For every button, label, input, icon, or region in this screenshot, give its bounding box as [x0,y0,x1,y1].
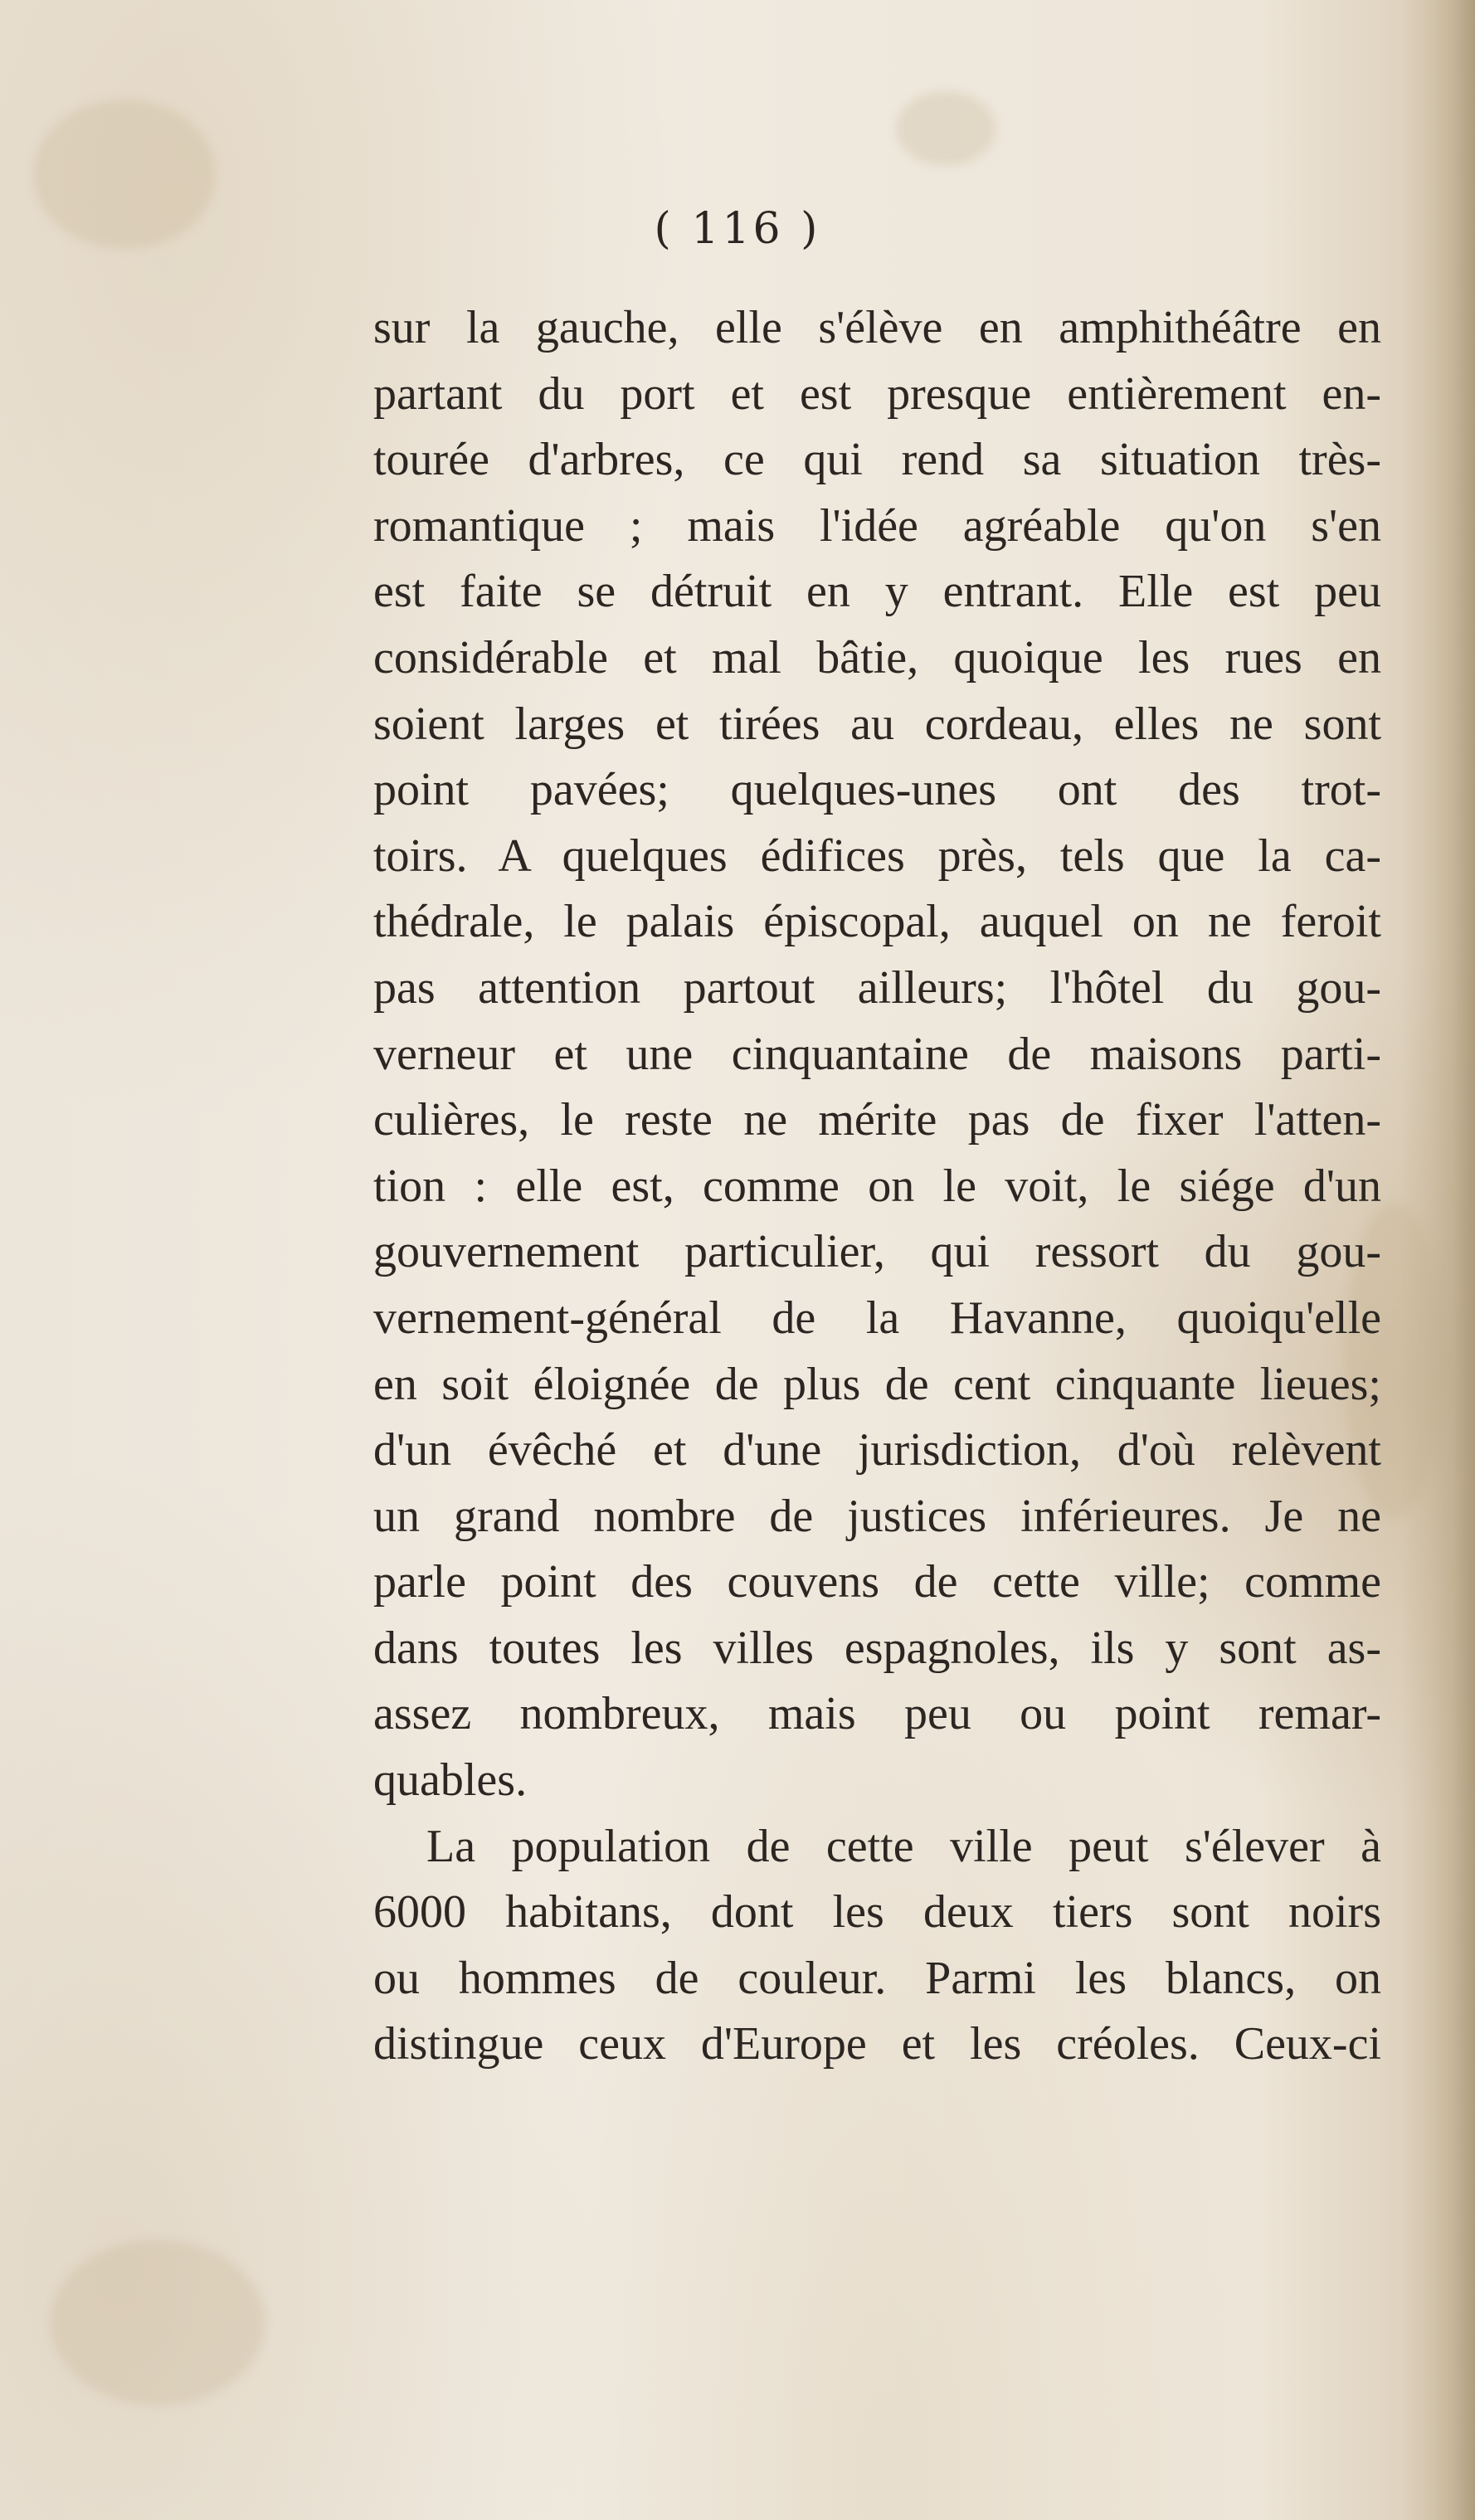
text-line: toirs. A quelques édifices près, tels que la ca- [373,829,1381,882]
text-line: partant du port et est presque entièrement en- [373,367,1381,420]
paragraph-end-line: quables. [373,1754,528,1807]
text-line: considérable et mal bâtie, quoique les rues en [373,631,1381,684]
text-line: 6000 habitans, dont les deux tiers sont noirs [373,1886,1381,1939]
text-line: verneur et une cinquantaine de maisons parti- [373,1028,1381,1080]
text-line: sur la gauche, elle s'élève en amphithéâtre en [373,302,1381,353]
paragraph-start-line: La population de cette ville peut s'élever à [426,1820,1381,1872]
page-number: ( 116 ) [654,204,821,254]
text-line: tion : elle est, comme on le voit, le siége d'un [373,1160,1381,1212]
text-line: en soit éloignée de plus de cent cinquante lieues; [373,1358,1381,1410]
text-line: soient larges et tirées au cordeau, elles ne sont [373,698,1381,750]
text-line: point pavées; quelques-unes ont des trot- [373,764,1381,816]
text-line: thédrale, le palais épiscopal, auquel on ne feroit [373,896,1381,948]
text-line: culières, le reste ne mérite pas de fixer l'atten- [373,1094,1381,1146]
text-line: est faite se détruit en y entrant. Elle est peu [373,566,1381,618]
text-line: dans toutes les villes espagnoles, ils y sont as- [373,1622,1381,1674]
text-line: parle point des couvens de cette ville; comme [373,1556,1381,1608]
text-line: d'un évêché et d'une jurisdiction, d'où relèvent [373,1424,1381,1476]
text-line: distingue ceux d'Europe et les créoles. Ceux-ci [373,2018,1381,2070]
text-line: romantique ; mais l'idée agréable qu'on s'en [373,499,1381,552]
text-line: pas attention partout ailleurs; l'hôtel du gou- [373,961,1381,1014]
text-line: gouvernement particulier, qui ressort du gou- [373,1226,1381,1278]
text-line: ou hommes de couleur. Parmi les blancs, on [373,1952,1381,2004]
paper-stain [50,2240,265,2406]
text-line: vernement-général de la Havanne, quoiqu'elle [373,1292,1381,1344]
text-line: tourée d'arbres, ce qui rend sa situation très- [373,434,1381,486]
text-line: assez nombreux, mais peu ou point remar- [373,1688,1381,1740]
text-line: un grand nombre de justices inférieures. Je ne [373,1490,1381,1542]
paper-stain [896,91,996,166]
body-text [373,295,1381,2078]
